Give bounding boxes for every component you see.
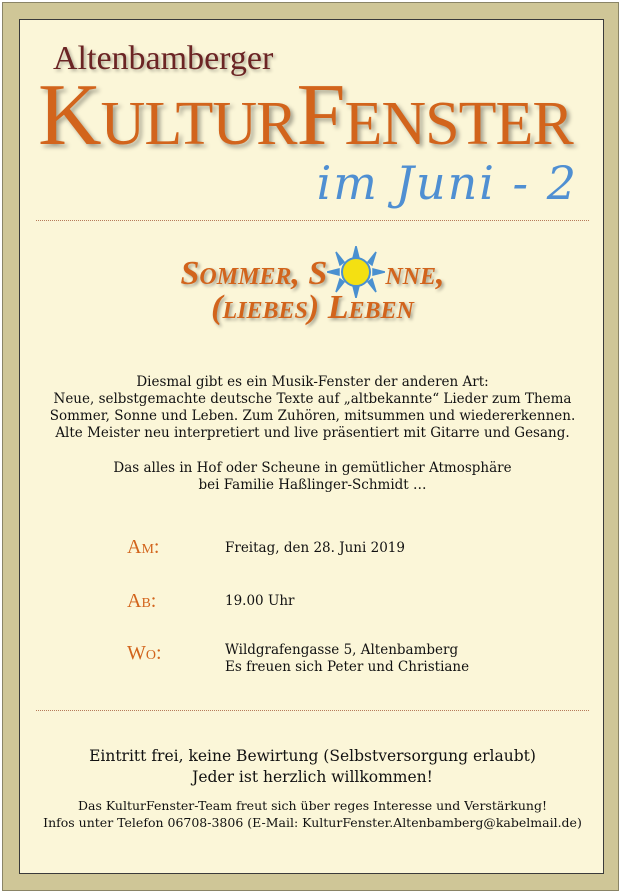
date-value: Freitag, den 28. Juni 2019 (225, 540, 405, 556)
poster-page (19, 19, 604, 874)
intro-paragraph (20, 374, 605, 442)
notice-line-1: Eintritt frei, keine Bewirtung (Selbstversorgung erlaubt) (89, 747, 536, 765)
theme-line-2: (liebes) Leben (211, 289, 414, 326)
location-value (225, 642, 469, 676)
time-label: Ab: (127, 590, 157, 612)
intro-line: Neue, selbstgemachte deutsche Texte auf „altbekannte“ Lieder zum Thema (53, 391, 572, 407)
theme-text-start: Sommer, S (180, 255, 328, 292)
intro-line: Diesmal gibt es ein Musik-Fenster der anderen Art: (136, 374, 489, 390)
venue-paragraph (20, 460, 605, 494)
location-label: Wo: (127, 642, 162, 664)
subtitle: im Juni - 2 (316, 156, 578, 210)
notice (20, 746, 605, 788)
main-title: KulturFenster (38, 67, 573, 164)
footer (20, 797, 605, 831)
intro-line: Alte Meister neu interpretiert und live präsentiert mit Gitarre und Gesang. (55, 425, 570, 441)
intro-line: Sommer, Sonne und Leben. Zum Zuhören, mitsummen und wiedererkennen. (49, 408, 576, 424)
hosts-line: Es freuen sich Peter und Christiane (225, 659, 470, 675)
divider-top (36, 220, 589, 221)
time-value: 19.00 Uhr (225, 593, 295, 609)
poster-frame (2, 2, 619, 891)
theme-text-end: nne, (385, 255, 445, 292)
venue-line: Das alles in Hof oder Scheune in gemütlicher Atmosphäre (113, 460, 512, 476)
date-label: Am: (127, 536, 160, 558)
pre-title: Altenbamberger (53, 40, 274, 77)
divider-bottom (36, 710, 589, 711)
footer-line-2: Infos unter Telefon 06708-3806 (E-Mail: KulturFenster.Altenbamberg@kabelmail.de) (43, 815, 582, 830)
venue-line: bei Familie Haßlinger-Schmidt … (198, 477, 427, 493)
notice-line-2: Jeder ist herzlich willkommen! (192, 768, 433, 786)
footer-line-1: Das KulturFenster-Team freut sich über reges Interesse und Verstärkung! (77, 798, 547, 813)
address-line: Wildgrafengasse 5, Altenbamberg (225, 642, 459, 658)
